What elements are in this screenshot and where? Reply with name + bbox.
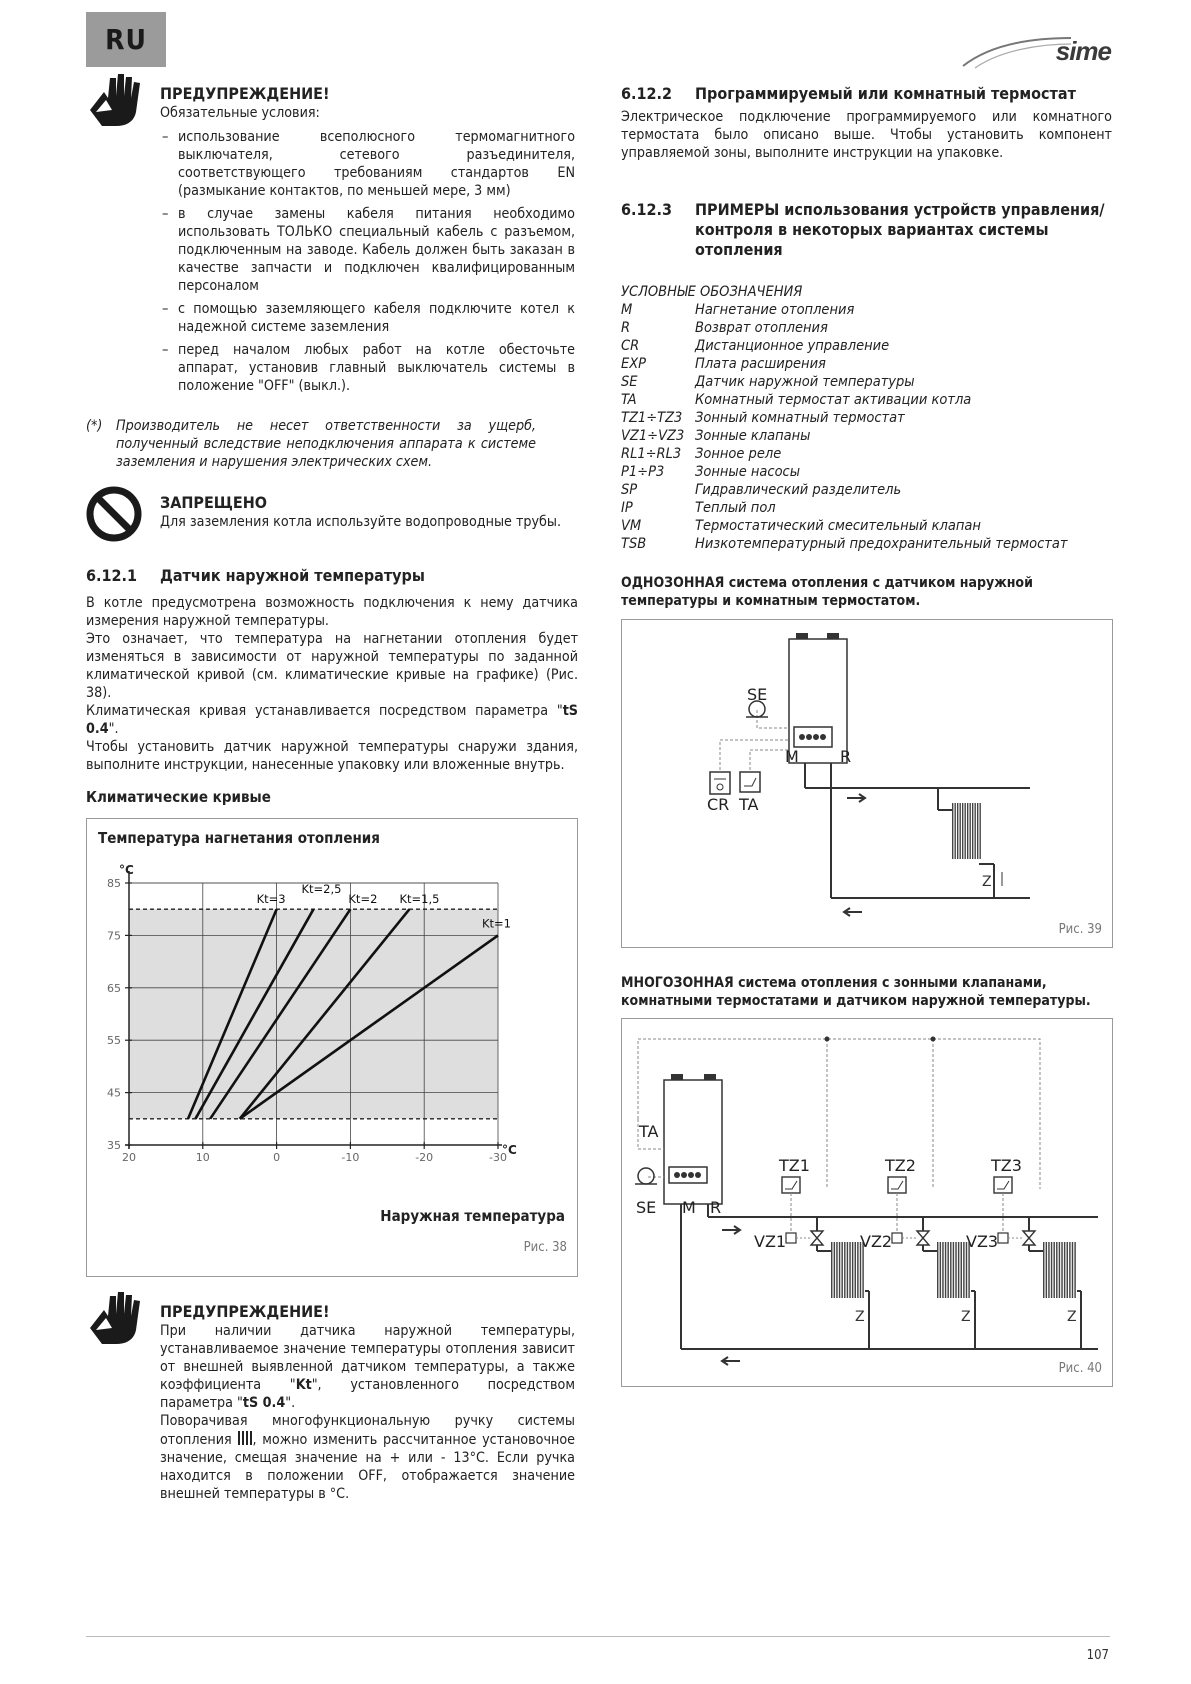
- y-tick-label: 85: [107, 877, 121, 890]
- legend-value: Теплый пол: [695, 500, 776, 516]
- forbidden-text: Для заземления котла используйте водопроводные трубы.: [160, 514, 562, 530]
- legend-row: [621, 391, 1112, 409]
- legend-key: CR: [621, 338, 640, 354]
- param-code: tS 0.4: [86, 703, 578, 737]
- section-title: Датчик наружной температуры: [160, 566, 425, 585]
- figure-40-caption: МНОГОЗОННАЯ система отопления с зонными клапанами, комнатными термостатами и датчиком наружной температуры.: [621, 975, 1091, 1009]
- curve-label: Kt=2,5: [301, 882, 342, 897]
- curve-label: Kt=1: [482, 916, 512, 931]
- legend-value: Низкотемпературный предохранительный термостат: [695, 536, 1068, 552]
- label-tz3: TZ3: [991, 1156, 1022, 1175]
- paragraph: Чтобы установить датчик наружной температуры снаружи здания, выполните инструкции, нанесенные упаковку или вложенные внутрь.: [86, 739, 578, 773]
- legend-key: SP: [621, 482, 638, 498]
- multi-zone-diagram: [622, 1019, 1112, 1386]
- section-title: Программируемый или комнатный термостат: [695, 84, 1076, 103]
- legend-value: Плата расширения: [695, 356, 826, 372]
- x-tick-label: 0: [273, 1151, 281, 1164]
- section-heading: [621, 200, 1112, 260]
- x-tick-label: -20: [415, 1151, 434, 1164]
- svg-text:Z: Z: [982, 874, 992, 890]
- svg-text:Z: Z: [961, 1309, 971, 1325]
- warning-title: ПРЕДУПРЕЖДЕНИЕ!: [160, 1302, 330, 1321]
- paragraph: Поворачивая многофункциональную ручку системы отопления , можно изменить рассчитанное установочное значение, смещая значение на + или - 13°C. Если ручка находится в положении OFF, отображается значение внешней температуры в °C.: [160, 1413, 575, 1502]
- legend-row: [621, 409, 1112, 427]
- curve-label: Kt=3: [256, 892, 286, 907]
- label-tz1: TZ1: [779, 1156, 810, 1175]
- svg-text:Z: Z: [1067, 1309, 1077, 1325]
- legend-value: Комнатный термостат активации котла: [695, 392, 972, 408]
- warning-hand-icon: [86, 72, 144, 128]
- legend-key: P1÷P3: [621, 464, 665, 480]
- legend-row: [621, 301, 1112, 319]
- legend-row: [621, 337, 1112, 355]
- label-ta: TA: [739, 795, 759, 814]
- warning-title: ПРЕДУПРЕЖДЕНИЕ!: [160, 84, 330, 103]
- curves-heading: Климатические кривые: [86, 788, 271, 806]
- figure-39-caption: ОДНОЗОННАЯ система отопления с датчиком наружной температуры и комнатным термостатом.: [621, 575, 1033, 609]
- legend-value: Зонный комнатный термостат: [695, 410, 905, 426]
- legend-key: R: [621, 320, 631, 336]
- y-tick-label: 45: [107, 1086, 121, 1100]
- legend-row: [621, 427, 1112, 445]
- x-tick-label: -30: [489, 1151, 507, 1164]
- legend-value: Возврат отопления: [695, 320, 828, 336]
- figure-39: [621, 619, 1113, 948]
- brand-logo: [961, 30, 1111, 72]
- chart-title: Температура нагнетания отопления: [98, 829, 380, 847]
- legend-key: EXP: [621, 356, 647, 372]
- label-vz1: VZ1: [754, 1232, 787, 1251]
- radiator-icon: [237, 1430, 252, 1446]
- label-se: SE: [747, 685, 768, 704]
- legend-row: [621, 445, 1112, 463]
- list-item: – использование всеполюсного термомагнитного выключателя, сетевого разъединителя, соответствующего требованиям стандартов EN (размыкание контактов, по меньшей мере, 3 мм): [160, 128, 575, 200]
- x-tick-label: -10: [341, 1151, 360, 1164]
- paragraph: Электрическое подключение программируемого или комнатного термостата было описано выше. Чтобы установить компонент управляемой зоны, выполните инструкции на упаковке.: [621, 109, 1112, 161]
- paragraph: В котле предусмотрена возможность подключения к нему датчика измерения наружной температуры.: [86, 595, 578, 629]
- section-heading: [86, 566, 578, 586]
- label-m: M: [682, 1198, 696, 1217]
- figure-40: [621, 1018, 1113, 1387]
- list-item: – в случае замены кабеля питания необходимо использовать ТОЛЬКО специальный кабель с разъемом, подключенным на заводе. Кабель должен быть заказан в качестве запчасти и подключен квалифицированным персоналом: [160, 205, 575, 295]
- figure-caption: Рис. 39: [1058, 922, 1102, 937]
- legend-row: [621, 535, 1112, 553]
- page-number: 107: [1086, 1648, 1109, 1663]
- legend-row: [621, 517, 1112, 535]
- legend-value: Дистанционное управление: [695, 338, 890, 354]
- brand-name: sime: [1055, 36, 1111, 66]
- y-tick-label: 75: [107, 929, 121, 943]
- section-title: ПРИМЕРЫ использования устройств управления/контроля в некоторых вариантах системы отопления: [695, 200, 1105, 259]
- label-cr: CR: [707, 795, 730, 814]
- list-item: – перед началом любых работ на котле обесточьте аппарат, установив главный выключатель системы в положение "OFF" (выкл.).: [160, 341, 575, 395]
- y-tick-label: 35: [107, 1139, 121, 1152]
- paragraph: Это означает, что температура на нагнетании отопления будет изменяться в зависимости от наружной температуры по заданной климатической кривой (см. климатические кривые на графике) (Рис. 38).: [86, 631, 578, 701]
- legend-row: [621, 355, 1112, 373]
- figure-caption: Рис. 38: [523, 1240, 567, 1255]
- legend-key: M: [621, 302, 633, 318]
- legend-row: [621, 463, 1112, 481]
- label-vz2: VZ2: [860, 1232, 893, 1251]
- y-tick-label: 65: [107, 981, 121, 995]
- legend-value: Зонные клапаны: [695, 428, 811, 444]
- legend-row: [621, 499, 1112, 517]
- legend-key: TZ1÷TZ3: [621, 410, 683, 426]
- legend-key: TA: [621, 392, 637, 408]
- legend-row: [621, 319, 1112, 337]
- warning-list: [160, 128, 575, 395]
- legend-value: Нагнетание отопления: [695, 302, 855, 318]
- x-tick-label: 10: [195, 1151, 210, 1164]
- legend-title: УСЛОВНЫЕ ОБОЗНАЧЕНИЯ: [621, 284, 803, 300]
- section-number: 6.12.1: [86, 566, 137, 585]
- footer-divider: [86, 1636, 1110, 1637]
- x-tick-label: 20: [122, 1151, 136, 1164]
- label-tz2: TZ2: [885, 1156, 916, 1175]
- figure-caption: Рис. 40: [1058, 1361, 1102, 1376]
- chart-xlabel: Наружная температура: [380, 1207, 565, 1225]
- label-r: R: [710, 1198, 722, 1217]
- x-unit: °C: [502, 1143, 517, 1157]
- legend-row: [621, 373, 1112, 391]
- single-zone-diagram: [622, 620, 1112, 947]
- y-unit: °C: [119, 863, 134, 877]
- curve-label: Kt=2: [348, 892, 378, 907]
- legend-value: Гидравлический разделитель: [695, 482, 902, 498]
- legend-value: Зонное реле: [695, 446, 782, 462]
- note-text: Производитель не несет ответственности за ущерб, полученный вследствие неподключения аппарата к системе заземления и нарушения электрических схем.: [116, 418, 536, 470]
- label-r: R: [840, 747, 852, 766]
- legend-key: TSB: [621, 536, 647, 552]
- label-se: SE: [636, 1198, 657, 1217]
- legend-value: Зонные насосы: [695, 464, 801, 480]
- section-number: 6.12.3: [621, 200, 672, 219]
- svg-text:Z: Z: [855, 1309, 865, 1325]
- legend-key: VZ1÷VZ3: [621, 428, 685, 444]
- curve-label: Kt=1,5: [399, 892, 440, 907]
- paragraph: При наличии датчика наружной температуры, устанавливаемое значение температуры отопления зависит от внешней выявленной датчиком температуры, а также коэффициента "Kt", установленного посредством параметра "tS 0.4".: [160, 1323, 575, 1411]
- legend-value: Термостатический смесительный клапан: [695, 518, 981, 534]
- warning-subtitle: Обязательные условия:: [160, 105, 320, 121]
- figure-38: [86, 818, 578, 1277]
- section-heading: [621, 84, 1112, 104]
- label-vz3: VZ3: [966, 1232, 999, 1251]
- legend-key: RL1÷RL3: [621, 446, 682, 462]
- legend: [621, 283, 1112, 553]
- forbidden-title: ЗАПРЕЩЕНО: [160, 493, 267, 512]
- label-ta: TA: [639, 1122, 659, 1141]
- language-badge: RU: [86, 12, 166, 67]
- list-item: – с помощью заземляющего кабеля подключите котел к надежной системе заземления: [160, 300, 575, 336]
- legend-value: Датчик наружной температуры: [695, 374, 915, 390]
- y-tick-label: 55: [107, 1034, 121, 1048]
- legend-key: VM: [621, 518, 642, 534]
- note-mark: (*): [86, 418, 103, 434]
- legend-key: SE: [621, 374, 638, 390]
- chart-band: [129, 909, 498, 1119]
- warning-hand-icon: [86, 1290, 144, 1346]
- section-number: 6.12.2: [621, 84, 672, 103]
- legend-key: IP: [621, 500, 633, 516]
- forbidden-icon: [86, 486, 142, 542]
- paragraph: Климатическая кривая устанавливается посредством параметра "tS 0.4".: [86, 703, 578, 737]
- label-m: M: [785, 747, 799, 766]
- legend-row: [621, 481, 1112, 499]
